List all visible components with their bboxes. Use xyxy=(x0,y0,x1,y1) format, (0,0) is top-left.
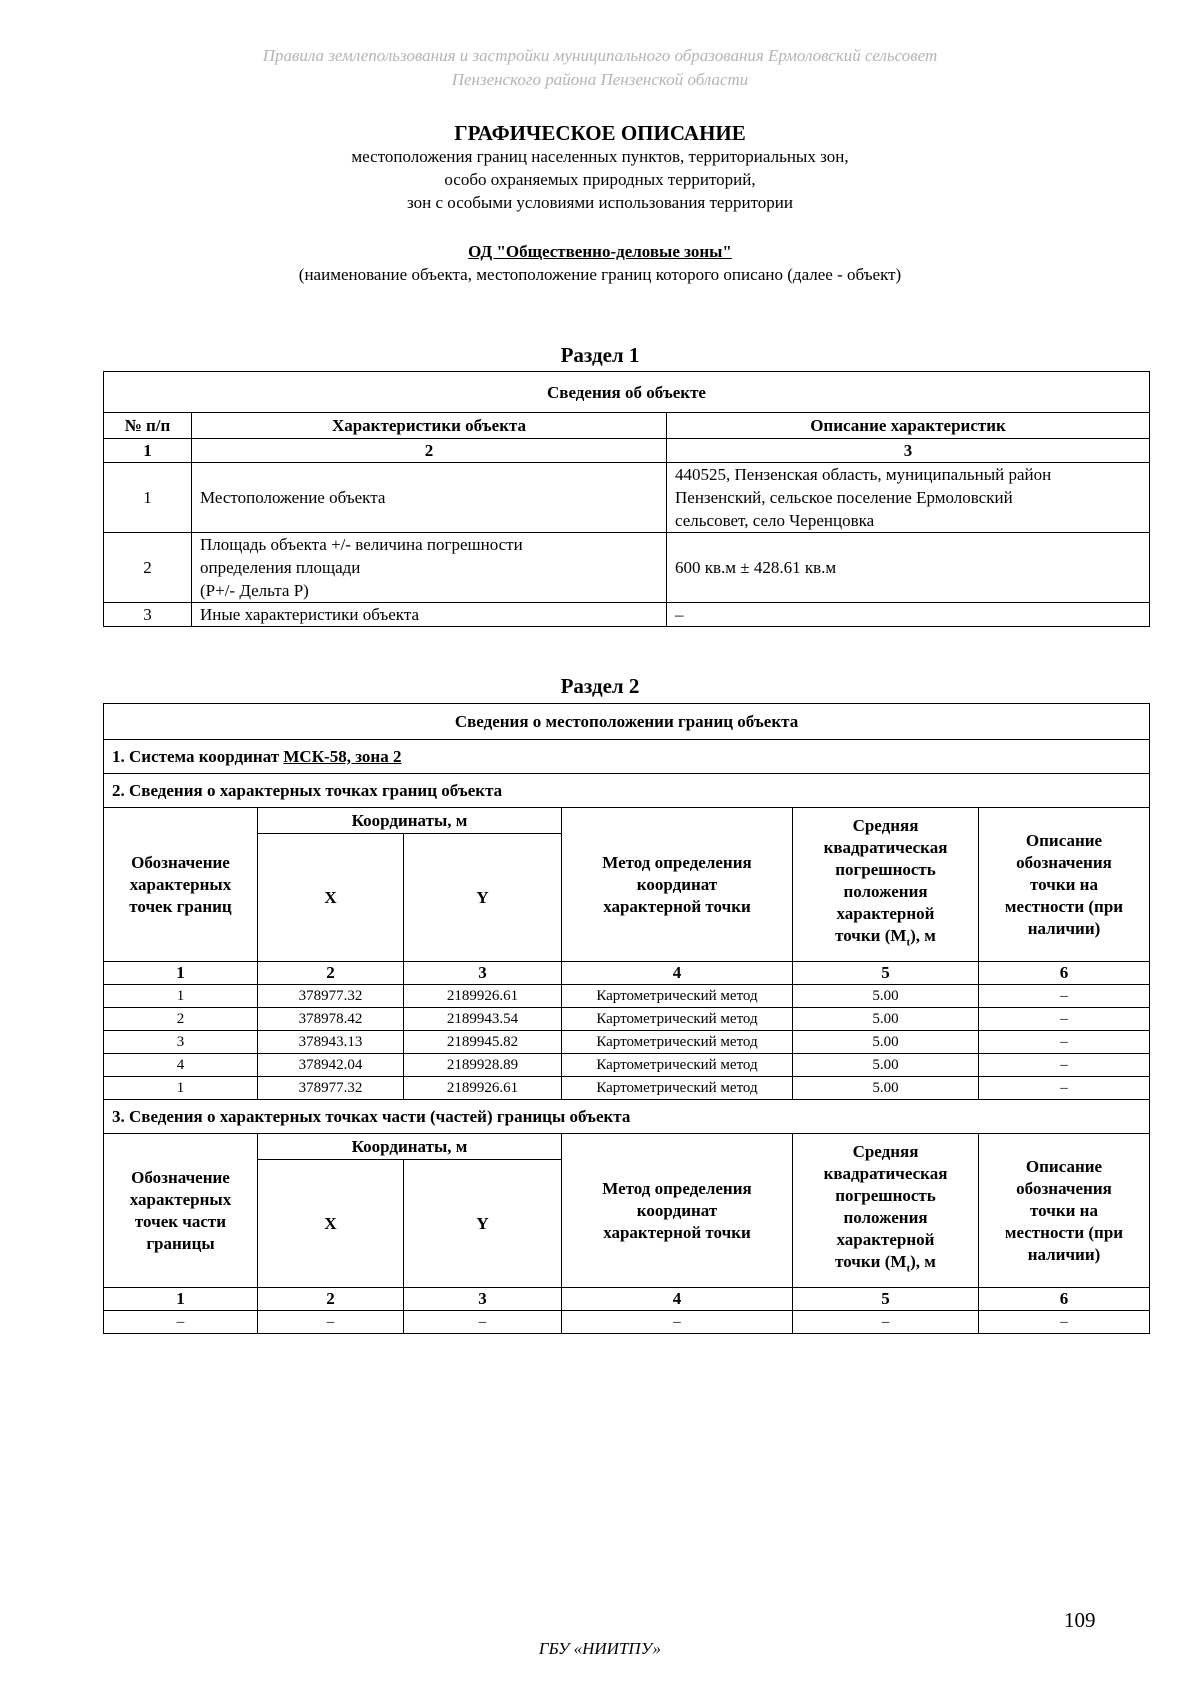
header-line: погрешность xyxy=(835,860,936,880)
header-method xyxy=(562,1134,793,1288)
value-line: сельсовет, село Черенцовка xyxy=(675,511,875,530)
header-coords: Координаты, м xyxy=(258,1134,562,1160)
header-x: X xyxy=(258,834,404,962)
coord-system-value: МСК-58, зона 2 xyxy=(283,746,402,766)
value-line: 440525, Пензенская область, муниципальный район xyxy=(675,465,1052,484)
title-block xyxy=(0,121,1200,214)
header-line: наличии) xyxy=(1027,1244,1101,1264)
header-description xyxy=(979,1134,1150,1288)
table-row xyxy=(104,1008,1150,1031)
header-designation xyxy=(104,808,258,962)
row-characteristic xyxy=(192,533,667,603)
col-number: 2 xyxy=(192,439,667,463)
header-line: координат xyxy=(636,1200,718,1220)
points-header-row xyxy=(104,808,1150,834)
row-value: 600 кв.м ± 428.61 кв.м xyxy=(667,533,1150,603)
header-line: характерных xyxy=(129,874,232,894)
point-desc: – xyxy=(979,1054,1150,1077)
table-row xyxy=(104,533,1150,603)
header-line: Обозначение xyxy=(131,852,230,872)
point-error: 5.00 xyxy=(793,1008,979,1031)
col-number: 6 xyxy=(979,962,1150,985)
header-text: точки (M xyxy=(835,1252,907,1272)
point-y: 2189928.89 xyxy=(404,1054,562,1077)
col-number: 3 xyxy=(404,962,562,985)
col-number: 1 xyxy=(104,962,258,985)
header-line: характерной точки xyxy=(603,1222,751,1242)
header-line: квадратическая xyxy=(823,1164,948,1184)
object-caption: (наименование объекта, местоположение границ которого описано (далее - объект) xyxy=(298,265,902,284)
header-designation-part xyxy=(104,1134,258,1288)
header-line: точки на xyxy=(1030,874,1098,894)
point-y: 2189926.61 xyxy=(404,1077,562,1100)
header-line: наличии) xyxy=(1027,918,1101,938)
col-number: 3 xyxy=(404,1288,562,1311)
point-x: 378943.13 xyxy=(258,1031,404,1054)
coord-system-prefix: 1. Система координат xyxy=(112,746,280,766)
column-number-row xyxy=(104,962,1150,985)
point-x: 378977.32 xyxy=(258,985,404,1008)
col-number: 5 xyxy=(793,962,979,985)
column-number-row xyxy=(104,1288,1150,1311)
point-id: 1 xyxy=(104,1077,258,1100)
point-error: 5.00 xyxy=(793,985,979,1008)
point-id: 4 xyxy=(104,1054,258,1077)
point-error: 5.00 xyxy=(793,1077,979,1100)
part-point-error: – xyxy=(793,1311,979,1334)
column-number-row xyxy=(104,439,1150,463)
header-line: местности (при xyxy=(1004,1222,1124,1242)
point-desc: – xyxy=(979,1031,1150,1054)
header-line: положения xyxy=(843,882,928,902)
table-title-row xyxy=(104,372,1150,413)
table-row xyxy=(104,1311,1150,1334)
header-line: Средняя xyxy=(852,1142,919,1162)
point-y: 2189943.54 xyxy=(404,1008,562,1031)
object-info-table xyxy=(103,371,1150,627)
point-method: Картометрический метод xyxy=(562,1077,793,1100)
header-coords: Координаты, м xyxy=(258,808,562,834)
table-row xyxy=(104,1077,1150,1100)
point-id: 2 xyxy=(104,1008,258,1031)
header-text: , м xyxy=(915,926,936,946)
header-line: Метод определения xyxy=(602,852,752,872)
point-y: 2189926.61 xyxy=(404,985,562,1008)
parts-title: 3. Сведения о характерных точках части (частей) границы объекта xyxy=(104,1100,1150,1134)
header-subscript: t xyxy=(906,936,911,949)
col-number: 2 xyxy=(258,1288,404,1311)
header-line: Средняя xyxy=(852,816,919,836)
page-header-line2: Пензенского района Пензенской области xyxy=(451,70,749,89)
row-number: 3 xyxy=(104,603,192,627)
header-x: X xyxy=(258,1160,404,1288)
header-error xyxy=(793,808,979,962)
point-id: 1 xyxy=(104,985,258,1008)
header-text: точки (M xyxy=(835,926,907,946)
col-number: 5 xyxy=(793,1288,979,1311)
point-error: 5.00 xyxy=(793,1054,979,1077)
header-line: координат xyxy=(636,874,718,894)
table-row xyxy=(104,985,1150,1008)
part-point-x: – xyxy=(258,1311,404,1334)
points-title: 2. Сведения о характерных точках границ объекта xyxy=(104,774,1150,808)
part-point-desc: – xyxy=(979,1311,1150,1334)
page-header xyxy=(0,44,1200,92)
points-title-row xyxy=(104,774,1150,808)
point-x: 378977.32 xyxy=(258,1077,404,1100)
col-number: 4 xyxy=(562,1288,793,1311)
characteristic-line: (P+/- Дельта P) xyxy=(200,581,309,600)
table-title: Сведения об объекте xyxy=(104,372,1150,413)
header-line: квадратическая xyxy=(823,838,948,858)
point-id: 3 xyxy=(104,1031,258,1054)
point-method: Картометрический метод xyxy=(562,1008,793,1031)
header-line: точек границ xyxy=(129,896,232,916)
col-number: 2 xyxy=(258,962,404,985)
point-desc: – xyxy=(979,985,1150,1008)
subtitle-line-3: зон с особыми условиями использования территории xyxy=(407,193,793,212)
table-row xyxy=(104,1031,1150,1054)
point-x: 378942.04 xyxy=(258,1054,404,1077)
col-number: 1 xyxy=(104,439,192,463)
page-number: 109 xyxy=(1064,1608,1096,1632)
table-row xyxy=(104,603,1150,627)
footer-organization: ГБУ «НИИТПУ» xyxy=(538,1639,662,1658)
row-characteristic: Иные характеристики объекта xyxy=(192,603,667,627)
header-line xyxy=(801,925,970,953)
header-line: местности (при xyxy=(1004,896,1124,916)
point-method: Картометрический метод xyxy=(562,1031,793,1054)
characteristic-line: определения площади xyxy=(200,558,361,577)
header-method xyxy=(562,808,793,962)
header-text: , м xyxy=(915,1252,936,1272)
col-number: 6 xyxy=(979,1288,1150,1311)
parts-title-row xyxy=(104,1100,1150,1134)
coord-system-row xyxy=(104,740,1150,774)
header-line: Обозначение xyxy=(131,1167,230,1187)
boundary-table xyxy=(103,703,1150,1334)
header-line: точек части xyxy=(134,1211,227,1231)
header-subscript: t xyxy=(906,1262,911,1275)
table-title: Сведения о местоположении границ объекта xyxy=(104,704,1150,740)
point-method: Картометрический метод xyxy=(562,1054,793,1077)
point-desc: – xyxy=(979,1008,1150,1031)
header-line: положения xyxy=(843,1208,928,1228)
col-number: 4 xyxy=(562,962,793,985)
row-number: 1 xyxy=(104,463,192,533)
header-line: характерной xyxy=(836,1230,935,1250)
col-number: 1 xyxy=(104,1288,258,1311)
table-row xyxy=(104,463,1150,533)
header-line: точки на xyxy=(1030,1200,1098,1220)
parts-header-row xyxy=(104,1134,1150,1160)
row-characteristic: Местоположение объекта xyxy=(192,463,667,533)
coord-system xyxy=(104,740,1150,774)
header-line: погрешность xyxy=(835,1186,936,1206)
col-header-description: Описание характеристик xyxy=(667,413,1150,439)
header-line: обозначения xyxy=(1016,1178,1112,1198)
part-point-y: – xyxy=(404,1311,562,1334)
point-x: 378978.42 xyxy=(258,1008,404,1031)
row-value xyxy=(667,463,1150,533)
subtitle-line-1: местоположения границ населенных пунктов, территориальных зон, xyxy=(351,147,849,166)
header-line xyxy=(801,1251,970,1279)
col-header-characteristic: Характеристики объекта xyxy=(192,413,667,439)
table-row xyxy=(104,1054,1150,1077)
col-number: 3 xyxy=(667,439,1150,463)
value-line: Пензенский, сельское поселение Ермоловский xyxy=(675,488,1013,507)
section1-title: Раздел 1 xyxy=(560,343,640,367)
header-line: характерных xyxy=(129,1189,232,1209)
header-y: Y xyxy=(404,1160,562,1288)
header-error xyxy=(793,1134,979,1288)
header-text: ) xyxy=(910,926,916,946)
header-line: Описание xyxy=(1025,1156,1103,1176)
header-line: обозначения xyxy=(1016,852,1112,872)
row-number: 2 xyxy=(104,533,192,603)
header-line: характерной точки xyxy=(603,896,751,916)
header-line: границы xyxy=(146,1233,215,1253)
table-title-row xyxy=(104,704,1150,740)
document-title: ГРАФИЧЕСКОЕ ОПИСАНИЕ xyxy=(454,121,746,145)
characteristic-line: Площадь объекта +/- величина погрешности xyxy=(200,535,523,554)
section2-title: Раздел 2 xyxy=(560,674,640,698)
column-header-row xyxy=(104,413,1150,439)
point-y: 2189945.82 xyxy=(404,1031,562,1054)
part-point-id: – xyxy=(104,1311,258,1334)
header-y: Y xyxy=(404,834,562,962)
point-desc: – xyxy=(979,1077,1150,1100)
header-line: Метод определения xyxy=(602,1178,752,1198)
part-point-method: – xyxy=(562,1311,793,1334)
point-error: 5.00 xyxy=(793,1031,979,1054)
header-text: ) xyxy=(910,1252,916,1272)
header-line: характерной xyxy=(836,904,935,924)
page-header-line1: Правила землепользования и застройки муниципального образования Ермоловский сельсовет xyxy=(262,46,938,65)
object-name: ОД "Общественно-деловые зоны" xyxy=(468,242,732,261)
point-method: Картометрический метод xyxy=(562,985,793,1008)
header-line: Описание xyxy=(1025,830,1103,850)
header-description xyxy=(979,808,1150,962)
row-value: – xyxy=(667,603,1150,627)
col-header-number: № п/п xyxy=(104,413,192,439)
subtitle-line-2: особо охраняемых природных территорий, xyxy=(444,170,756,189)
